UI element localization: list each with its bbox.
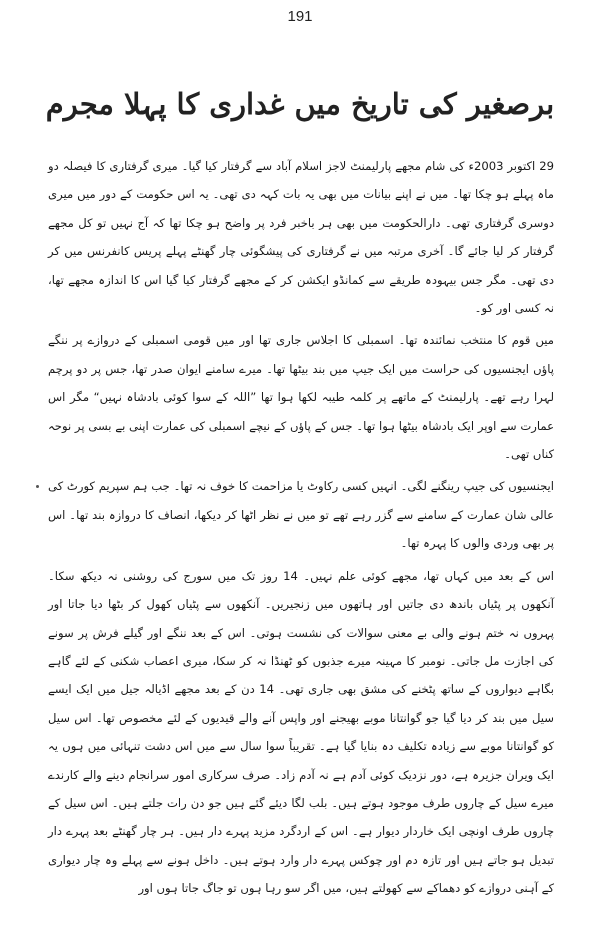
paragraph-arrest: 29 اکتوبر 2003ء کی شام مجھے پارلیمنٹ لاجز اسلام آباد سے گرفتار کیا گیا۔ میری گرفتاری کا فیصلہ دو ماہ پہلے ہو چکا تھا۔ میں نے اپنے بیانات میں بھی یہ بات کہہ دی تھی۔ یہ اس حکومت کے دور میں میری دوسری گرفتاری تھی۔ دارالحکومت میں بھی ہر باخبر فرد پر واضح ہو چکا تھا کہ آج نہیں تو کل مجھے گرفتار کر لیا جائے گا۔ آخری مرتبہ میں نے گرفتاری کی پیشگوئی چار گھنٹے پہلے پریس کانفرنس میں کر دی تھی۔ مگر جس بیہودہ طریقے سے کمانڈو ایکشن کر کے مجھے گرفتار کیا گیا اس کا اندازہ مجھے تھا، نہ کسی اور کو۔ <box>48 159 554 316</box>
chapter-title: برصغیر کی تاریخ میں غداری کا پہلا مجرم <box>45 87 555 121</box>
paragraph-supreme-court: ایجنسیوں کی جیپ رینگنے لگی۔ انہیں کسی رکاوٹ یا مزاحمت کا خوف نہ تھا۔ جب ہم سپریم کورٹ کی عالی شان عمارت کے سامنے سے گزر رہے تھے تو میں نے نظر اٹھا کر دیکھا، انصاف کا دروازہ بند تھا۔ اس پر بھی وردی والوں کا پہرہ تھا۔ <box>48 479 554 551</box>
page-number: 191 <box>287 8 313 25</box>
paragraph-parliament: میں قوم کا منتخب نمائندہ تھا۔ اسمبلی کا اجلاس جاری تھا اور میں قومی اسمبلی کے دروازے پر ننگے پاؤں ایجنسیوں کی حراست میں ایک جیپ میں بند بیٹھا تھا۔ میرے سامنے ایوان صدر تھا، جس پر دو پرچم لہرا رہے تھے۔ پارلیمنٹ کے ماتھے پر کلمہ طیبہ لکھا ہوا تھا ”اللہ کے سوا کوئی بادشاہ نہیں“ مگر اس عمارت سے اوپر ایک بادشاہ بیٹھا ہوا تھا۔ جس کے پاؤں کے نیچے اسمبلی کی عمارت اپنی بے بسی پر نوحہ کناں تھی۔ <box>48 333 554 462</box>
paragraph-detention: اس کے بعد میں کہاں تھا، مجھے کوئی علم نہیں۔ 14 روز تک میں سورج کی روشنی نہ دیکھ سکا۔ آنکھوں پر پٹیاں باندھ دی جاتیں اور ہاتھوں میں زنجیریں۔ آنکھوں سے پٹیاں کھول کر بٹھا دیا جاتا اور پہروں نہ ختم ہونے والی بے معنی سوالات کی نشست ہوتی۔ اس کے بعد ننگے اور گیلے فرش پر سونے کی اجازت مل جاتی۔ نومبر کا مہینہ میرے جذبوں کو ٹھنڈا نہ کر سکا، میری اعصاب شکنی کے لئے گاہے بگاہے دیواروں کے ساتھ پٹخنے کی مشق بھی جاری تھی۔ 14 دن کے بعد مجھے اڈیالہ جیل میں ایک ایسے سیل میں بند کر دیا گیا جو گوانتانا موبے بھیجنے اور واپس آنے والے قیدیوں کے لئے مخصوص تھا۔ اس سیل کو گوانتانا موبے سے زیادہ تکلیف دہ بنایا گیا ہے۔ تقریباً سوا سال سے میں اس دشت تنہائی میں ہوں یہ ایک ویران جزیرہ ہے، دور نزدیک کوئی آدم ہے نہ آدم زاد۔ صرف سرکاری امور سرانجام دینے والے کارندے میرے سیل کے چاروں طرف موجود ہوتے ہیں۔ بلب لگا دیئے گئے ہیں جو دن رات جلتے ہیں۔ اس سیل کے چاروں طرف اونچی ایک خاردار دیوار ہے۔ اس کے اردگرد مزید پہرے دار ہیں۔ ہر چار گھنٹے بعد پہرے دار تبدیل ہو جاتے ہیں اور تازہ دم اور چوکس پہرے دار وارد ہوتے ہیں۔ داخل ہونے سے پہلے وہ چار دیواری کے آہنی دروازے کو دھماکے سے کھولتے ہیں، میں اگر سو رہا ہوں تو جاگ جاتا ہوں اور <box>48 568 554 896</box>
stray-mark <box>36 485 39 488</box>
body-text <box>48 152 554 903</box>
